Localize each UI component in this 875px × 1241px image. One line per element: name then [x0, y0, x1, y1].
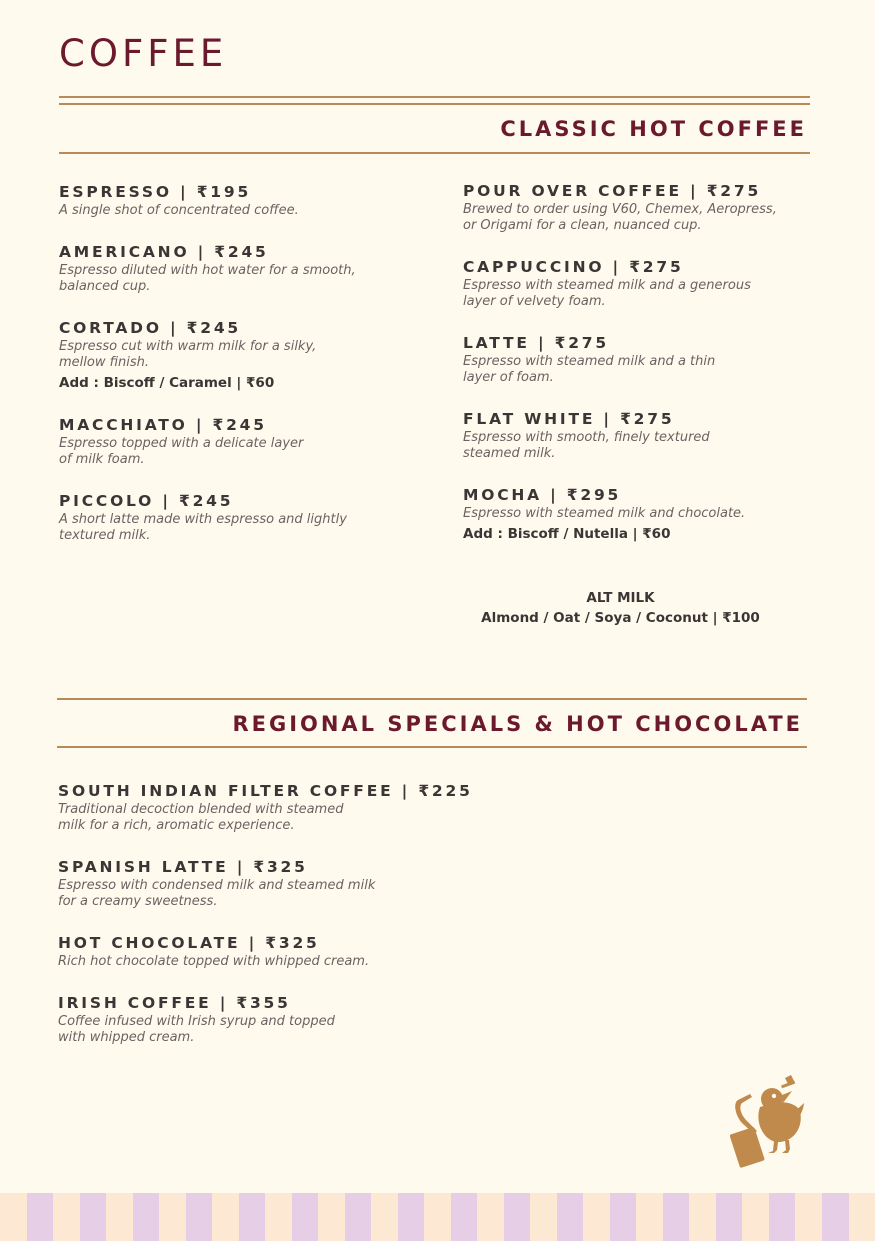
- menu-item-description-line: Espresso cut with warm milk for a silky,: [59, 339, 317, 354]
- footer-stripe: [610, 1193, 637, 1241]
- menu-item: [463, 409, 823, 462]
- menu-item-name: AMERICANO | ₹245: [59, 243, 269, 261]
- section-divider-classic: [59, 152, 810, 154]
- footer-stripe: [318, 1193, 345, 1241]
- menu-item-description: [59, 203, 439, 219]
- menu-item-description-line: Espresso with smooth, finely textured: [463, 430, 710, 445]
- menu-item-description-line: textured milk.: [59, 528, 151, 543]
- footer-stripe: [159, 1193, 186, 1241]
- section-divider-regional-top: [57, 698, 807, 700]
- footer-stripe: [689, 1193, 716, 1241]
- menu-item-description-line: Espresso with condensed milk and steamed milk: [58, 878, 376, 893]
- menu-item-name: ESPRESSO | ₹195: [59, 183, 252, 201]
- menu-item-description: [463, 202, 823, 234]
- striped-footer-band: [0, 1193, 875, 1241]
- menu-item-description-line: Traditional decoction blended with steamed: [58, 802, 344, 817]
- menu-item: [58, 857, 518, 910]
- footer-stripe: [795, 1193, 822, 1241]
- menu-item: [463, 333, 823, 386]
- menu-item-name: PICCOLO | ₹245: [59, 492, 234, 510]
- footer-stripe: [292, 1193, 319, 1241]
- footer-stripe: [371, 1193, 398, 1241]
- footer-stripe: [27, 1193, 54, 1241]
- menu-item: [58, 933, 518, 970]
- footer-stripe: [477, 1193, 504, 1241]
- menu-item-description: [59, 263, 439, 295]
- menu-item-description: [58, 878, 518, 910]
- footer-stripe: [239, 1193, 266, 1241]
- menu-item-description-line: layer of velvety foam.: [463, 294, 606, 309]
- page-title: COFFEE: [59, 32, 228, 75]
- top-divider-1: [59, 96, 810, 98]
- menu-item-description-line: steamed milk.: [463, 446, 556, 461]
- menu-item: [58, 993, 518, 1046]
- menu-item-name: CORTADO | ₹245: [59, 319, 241, 337]
- menu-item: [59, 182, 439, 219]
- menu-item-name: IRISH COFFEE | ₹355: [58, 994, 291, 1012]
- menu-item-name: CAPPUCCINO | ₹275: [463, 258, 684, 276]
- footer-stripe: [663, 1193, 690, 1241]
- menu-item-description: [58, 954, 518, 970]
- menu-item-name: HOT CHOCOLATE | ₹325: [58, 934, 320, 952]
- menu-item-description: [463, 430, 823, 462]
- classic-right-column: [463, 181, 823, 566]
- menu-item-description: [463, 278, 823, 310]
- footer-stripe: [80, 1193, 107, 1241]
- footer-stripe: [530, 1193, 557, 1241]
- menu-item: [58, 781, 518, 834]
- footer-stripe: [0, 1193, 27, 1241]
- footer-stripe: [106, 1193, 133, 1241]
- footer-stripe: [822, 1193, 849, 1241]
- menu-item-description: [463, 354, 823, 386]
- menu-item-name: POUR OVER COFFEE | ₹275: [463, 182, 762, 200]
- regional-column: [58, 781, 518, 1069]
- alt-milk-options: Almond / Oat / Soya / Coconut | ₹100: [481, 610, 760, 626]
- footer-stripe: [557, 1193, 584, 1241]
- menu-item: [463, 485, 823, 543]
- menu-item-description: [58, 1014, 518, 1046]
- menu-item-description-line: Espresso diluted with hot water for a smooth,: [59, 263, 356, 278]
- menu-item-description-line: A short latte made with espresso and lightly: [59, 512, 347, 527]
- menu-item-description-line: or Origami for a clean, nuanced cup.: [463, 218, 702, 233]
- menu-item: [59, 318, 439, 392]
- menu-item-description-line: Espresso with steamed milk and a generous: [463, 278, 751, 293]
- footer-stripe: [265, 1193, 292, 1241]
- top-divider-2: [59, 103, 810, 105]
- menu-item-description-line: Brewed to order using V60, Chemex, Aeropress,: [463, 202, 777, 217]
- menu-item-description-line: balanced cup.: [59, 279, 151, 294]
- menu-item-name: SOUTH INDIAN FILTER COFFEE | ₹225: [58, 782, 473, 800]
- menu-item-description-line: milk for a rich, aromatic experience.: [58, 818, 295, 833]
- menu-item-description-line: Rich hot chocolate topped with whipped cream.: [58, 954, 370, 969]
- section-title-regional: REGIONAL SPECIALS & HOT CHOCOLATE: [232, 712, 803, 736]
- menu-item-name: FLAT WHITE | ₹275: [463, 410, 675, 428]
- menu-item-description-line: Espresso with steamed milk and chocolate.: [463, 506, 746, 521]
- section-title-classic: CLASSIC HOT COFFEE: [500, 117, 807, 141]
- menu-item: [463, 181, 823, 234]
- footer-stripe: [849, 1193, 875, 1241]
- menu-item-name: SPANISH LATTE | ₹325: [58, 858, 308, 876]
- menu-item-description-line: with whipped cream.: [58, 1030, 195, 1045]
- menu-item-description-line: Espresso with steamed milk and a thin: [463, 354, 716, 369]
- menu-item-description-line: layer of foam.: [463, 370, 554, 385]
- alt-milk-title: ALT MILK: [586, 590, 655, 606]
- menu-item: [59, 242, 439, 295]
- section-divider-regional-bottom: [57, 746, 807, 748]
- menu-item-description: [58, 802, 518, 834]
- menu-item-addon: Add : Biscoff / Caramel | ₹60: [59, 375, 275, 391]
- menu-item-description-line: Coffee infused with Irish syrup and topped: [58, 1014, 335, 1029]
- menu-item-name: MACCHIATO | ₹245: [59, 416, 267, 434]
- footer-stripe: [212, 1193, 239, 1241]
- menu-item-description: [463, 506, 823, 522]
- menu-item-description-line: for a creamy sweetness.: [58, 894, 218, 909]
- footer-stripe: [742, 1193, 769, 1241]
- menu-item-name: MOCHA | ₹295: [463, 486, 622, 504]
- footer-stripe: [583, 1193, 610, 1241]
- footer-stripe: [424, 1193, 451, 1241]
- menu-item-description-line: Espresso topped with a delicate layer: [59, 436, 304, 451]
- alt-milk-note: [463, 588, 778, 628]
- menu-item-addon: Add : Biscoff / Nutella | ₹60: [463, 526, 671, 542]
- footer-stripe: [716, 1193, 743, 1241]
- footer-stripe: [451, 1193, 478, 1241]
- footer-stripe: [636, 1193, 663, 1241]
- footer-stripe: [398, 1193, 425, 1241]
- menu-item: [59, 415, 439, 468]
- footer-stripe: [345, 1193, 372, 1241]
- menu-item-description-line: of milk foam.: [59, 452, 145, 467]
- footer-stripe: [769, 1193, 796, 1241]
- menu-item: [59, 491, 439, 544]
- menu-item-description: [59, 512, 439, 544]
- menu-item-description-line: mellow finish.: [59, 355, 149, 370]
- footer-stripe: [186, 1193, 213, 1241]
- menu-item: [463, 257, 823, 310]
- footer-stripe: [53, 1193, 80, 1241]
- menu-item-description-line: A single shot of concentrated coffee.: [59, 203, 299, 218]
- menu-item-name: LATTE | ₹275: [463, 334, 609, 352]
- menu-item-description: [59, 436, 439, 468]
- bird-logo: [730, 1073, 808, 1169]
- footer-stripe: [133, 1193, 160, 1241]
- footer-stripe: [504, 1193, 531, 1241]
- classic-left-column: [59, 182, 439, 567]
- menu-item-description: [59, 339, 439, 371]
